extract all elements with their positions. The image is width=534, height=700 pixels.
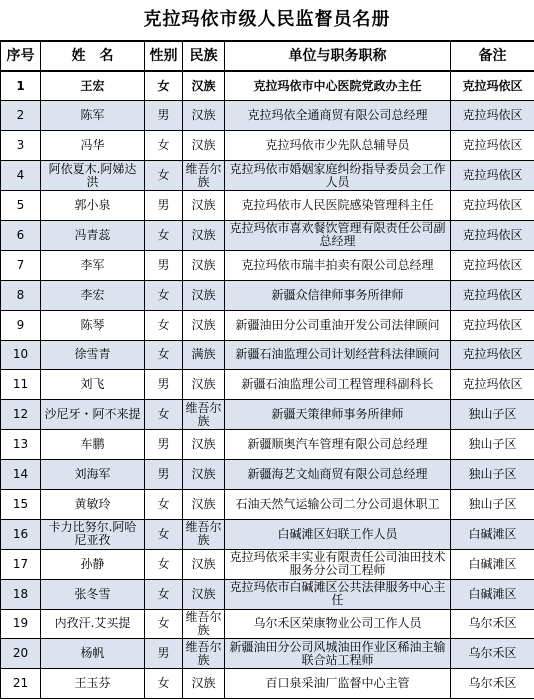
cell-note: 克拉玛依区 — [451, 101, 534, 131]
cell-gender: 女 — [145, 579, 183, 609]
cell-note: 克拉玛依区 — [451, 71, 534, 101]
cell-unit: 百口泉采油厂监督中心主管 — [225, 669, 451, 699]
cell-no: 9 — [1, 310, 41, 340]
cell-gender: 男 — [145, 460, 183, 490]
table-row — [1, 131, 534, 161]
cell-note: 白碱滩区 — [451, 519, 534, 549]
cell-note: 独山子区 — [451, 400, 534, 430]
cell-gender: 男 — [145, 191, 183, 221]
table-row — [1, 310, 534, 340]
cell-name: 杨帆 — [41, 639, 145, 669]
cell-note: 独山子区 — [451, 460, 534, 490]
cell-ethnic: 汉族 — [183, 460, 225, 490]
cell-unit: 新疆顺奥汽车管理有限公司总经理 — [225, 430, 451, 460]
table-row — [1, 280, 534, 310]
cell-name: 卡力比努尔.阿哈尼亚孜 — [41, 519, 145, 549]
page-title: 克拉玛依市级人民监督员名册 — [143, 9, 391, 30]
cell-ethnic: 汉族 — [183, 71, 225, 101]
cell-ethnic: 汉族 — [183, 549, 225, 579]
cell-no: 14 — [1, 460, 41, 490]
cell-gender: 女 — [145, 340, 183, 370]
cell-ethnic: 汉族 — [183, 220, 225, 250]
cell-no: 1 — [1, 71, 41, 101]
table-row — [1, 639, 534, 669]
cell-unit: 乌尔禾区荣康物业公司工作人员 — [225, 609, 451, 639]
cell-note: 克拉玛依区 — [451, 220, 534, 250]
cell-unit: 新疆石油监理公司计划经营科法律顾问 — [225, 340, 451, 370]
cell-name: 阿依夏木.阿娣达洪 — [41, 161, 145, 191]
cell-gender: 女 — [145, 280, 183, 310]
table-row — [1, 400, 534, 430]
cell-unit: 新疆众信律师事务所律师 — [225, 280, 451, 310]
cell-name: 李军 — [41, 250, 145, 280]
cell-unit: 石油天然气运输公司二分公司退休职工 — [225, 489, 451, 519]
cell-note: 独山子区 — [451, 430, 534, 460]
supervisor-table — [0, 40, 534, 699]
cell-note: 克拉玛依区 — [451, 131, 534, 161]
table-row — [1, 191, 534, 221]
header-ethnic: 民族 — [183, 41, 225, 71]
cell-no: 3 — [1, 131, 41, 161]
cell-unit: 克拉玛依全通商贸有限公司总经理 — [225, 101, 451, 131]
cell-ethnic: 维吾尔族 — [183, 609, 225, 639]
table-row — [1, 669, 534, 699]
cell-no: 19 — [1, 609, 41, 639]
table-row — [1, 220, 534, 250]
cell-gender: 女 — [145, 489, 183, 519]
cell-unit: 克拉玛依市中心医院党政办主任 — [225, 71, 451, 101]
cell-no: 11 — [1, 370, 41, 400]
cell-ethnic: 汉族 — [183, 250, 225, 280]
cell-no: 13 — [1, 430, 41, 460]
table-row — [1, 460, 534, 490]
cell-no: 10 — [1, 340, 41, 370]
cell-ethnic: 汉族 — [183, 191, 225, 221]
cell-unit: 克拉玛依市喜欢餐饮管理有限责任公司副总经理 — [225, 220, 451, 250]
cell-note: 克拉玛依区 — [451, 250, 534, 280]
cell-gender: 男 — [145, 101, 183, 131]
cell-ethnic: 维吾尔族 — [183, 161, 225, 191]
cell-gender: 男 — [145, 250, 183, 280]
table-row — [1, 340, 534, 370]
cell-unit: 白碱滩区妇联工作人员 — [225, 519, 451, 549]
cell-gender: 男 — [145, 430, 183, 460]
cell-no: 2 — [1, 101, 41, 131]
cell-gender: 女 — [145, 669, 183, 699]
cell-unit: 新疆油田分公司风城油田作业区稀油主输联合站工程师 — [225, 639, 451, 669]
cell-unit: 克拉玛依采丰实业有限责任公司油田技术服务分公司工程师 — [225, 549, 451, 579]
cell-note: 克拉玛依区 — [451, 370, 534, 400]
cell-name: 王宏 — [41, 71, 145, 101]
cell-no: 5 — [1, 191, 41, 221]
cell-note: 克拉玛依区 — [451, 340, 534, 370]
cell-name: 刘海军 — [41, 460, 145, 490]
cell-name: 李宏 — [41, 280, 145, 310]
header-name: 姓 名 — [41, 41, 145, 71]
cell-name: 陈琴 — [41, 310, 145, 340]
cell-ethnic: 满族 — [183, 340, 225, 370]
cell-gender: 女 — [145, 519, 183, 549]
header-gender: 性别 — [145, 41, 183, 71]
cell-note: 克拉玛依区 — [451, 310, 534, 340]
table-header-row — [1, 41, 534, 71]
cell-ethnic: 维吾尔族 — [183, 639, 225, 669]
table-row — [1, 549, 534, 579]
cell-note: 克拉玛依区 — [451, 191, 534, 221]
cell-note: 克拉玛依区 — [451, 161, 534, 191]
cell-name: 王玉芬 — [41, 669, 145, 699]
cell-note: 乌尔禾区 — [451, 609, 534, 639]
cell-ethnic: 汉族 — [183, 579, 225, 609]
cell-gender: 男 — [145, 370, 183, 400]
cell-ethnic: 汉族 — [183, 370, 225, 400]
cell-ethnic: 汉族 — [183, 101, 225, 131]
cell-no: 4 — [1, 161, 41, 191]
cell-ethnic: 汉族 — [183, 489, 225, 519]
cell-unit: 克拉玛依市婚姻家庭纠纷指导委员会工作人员 — [225, 161, 451, 191]
cell-name: 孙静 — [41, 549, 145, 579]
table-row — [1, 519, 534, 549]
cell-name: 郭小泉 — [41, 191, 145, 221]
header-no: 序号 — [1, 41, 41, 71]
cell-ethnic: 汉族 — [183, 430, 225, 460]
cell-note: 白碱滩区 — [451, 549, 534, 579]
cell-gender: 女 — [145, 220, 183, 250]
cell-unit: 新疆海艺文灿商贸有限公司总经理 — [225, 460, 451, 490]
cell-no: 12 — [1, 400, 41, 430]
cell-note: 克拉玛依区 — [451, 280, 534, 310]
cell-no: 21 — [1, 669, 41, 699]
table-row — [1, 161, 534, 191]
cell-unit: 新疆油田分公司重油开发公司法律顾问 — [225, 310, 451, 340]
cell-ethnic: 维吾尔族 — [183, 400, 225, 430]
cell-name: 冯青蕊 — [41, 220, 145, 250]
cell-no: 20 — [1, 639, 41, 669]
cell-ethnic: 汉族 — [183, 669, 225, 699]
cell-unit: 新疆石油监理公司工程管理科副科长 — [225, 370, 451, 400]
cell-gender: 女 — [145, 549, 183, 579]
cell-no: 6 — [1, 220, 41, 250]
cell-unit: 克拉玛依市白碱滩区公共法律服务中心主任 — [225, 579, 451, 609]
cell-ethnic: 汉族 — [183, 280, 225, 310]
cell-ethnic: 汉族 — [183, 131, 225, 161]
cell-unit: 克拉玛依市人民医院感染管理科主任 — [225, 191, 451, 221]
header-unit: 单位与职务职称 — [225, 41, 451, 71]
cell-note: 白碱滩区 — [451, 579, 534, 609]
cell-no: 8 — [1, 280, 41, 310]
cell-note: 乌尔禾区 — [451, 639, 534, 669]
cell-name: 黄敏玲 — [41, 489, 145, 519]
cell-no: 18 — [1, 579, 41, 609]
cell-name: 冯华 — [41, 131, 145, 161]
table-row — [1, 101, 534, 131]
table-row — [1, 430, 534, 460]
table-row — [1, 250, 534, 280]
cell-ethnic: 维吾尔族 — [183, 519, 225, 549]
cell-note: 独山子区 — [451, 489, 534, 519]
cell-name: 徐雪青 — [41, 340, 145, 370]
cell-gender: 女 — [145, 609, 183, 639]
cell-name: 陈军 — [41, 101, 145, 131]
cell-gender: 女 — [145, 161, 183, 191]
cell-unit: 新疆天策律师事务所律师 — [225, 400, 451, 430]
cell-ethnic: 汉族 — [183, 310, 225, 340]
table-row — [1, 370, 534, 400]
cell-gender: 女 — [145, 71, 183, 101]
cell-name: 内孜汗.艾买提 — [41, 609, 145, 639]
header-note: 备注 — [451, 41, 534, 71]
cell-no: 15 — [1, 489, 41, 519]
cell-name: 张冬雪 — [41, 579, 145, 609]
cell-gender: 女 — [145, 310, 183, 340]
cell-note: 乌尔禾区 — [451, 669, 534, 699]
cell-gender: 男 — [145, 639, 183, 669]
cell-name: 车鹏 — [41, 430, 145, 460]
table-row — [1, 579, 534, 609]
cell-name: 沙尼牙・阿不来提 — [41, 400, 145, 430]
cell-no: 17 — [1, 549, 41, 579]
cell-no: 16 — [1, 519, 41, 549]
cell-no: 7 — [1, 250, 41, 280]
cell-unit: 克拉玛依市瑞丰拍卖有限公司总经理 — [225, 250, 451, 280]
cell-gender: 女 — [145, 400, 183, 430]
cell-unit: 克拉玛依市少先队总辅导员 — [225, 131, 451, 161]
cell-gender: 女 — [145, 131, 183, 161]
table-row — [1, 71, 534, 101]
cell-name: 刘飞 — [41, 370, 145, 400]
table-row — [1, 609, 534, 639]
table-row — [1, 489, 534, 519]
